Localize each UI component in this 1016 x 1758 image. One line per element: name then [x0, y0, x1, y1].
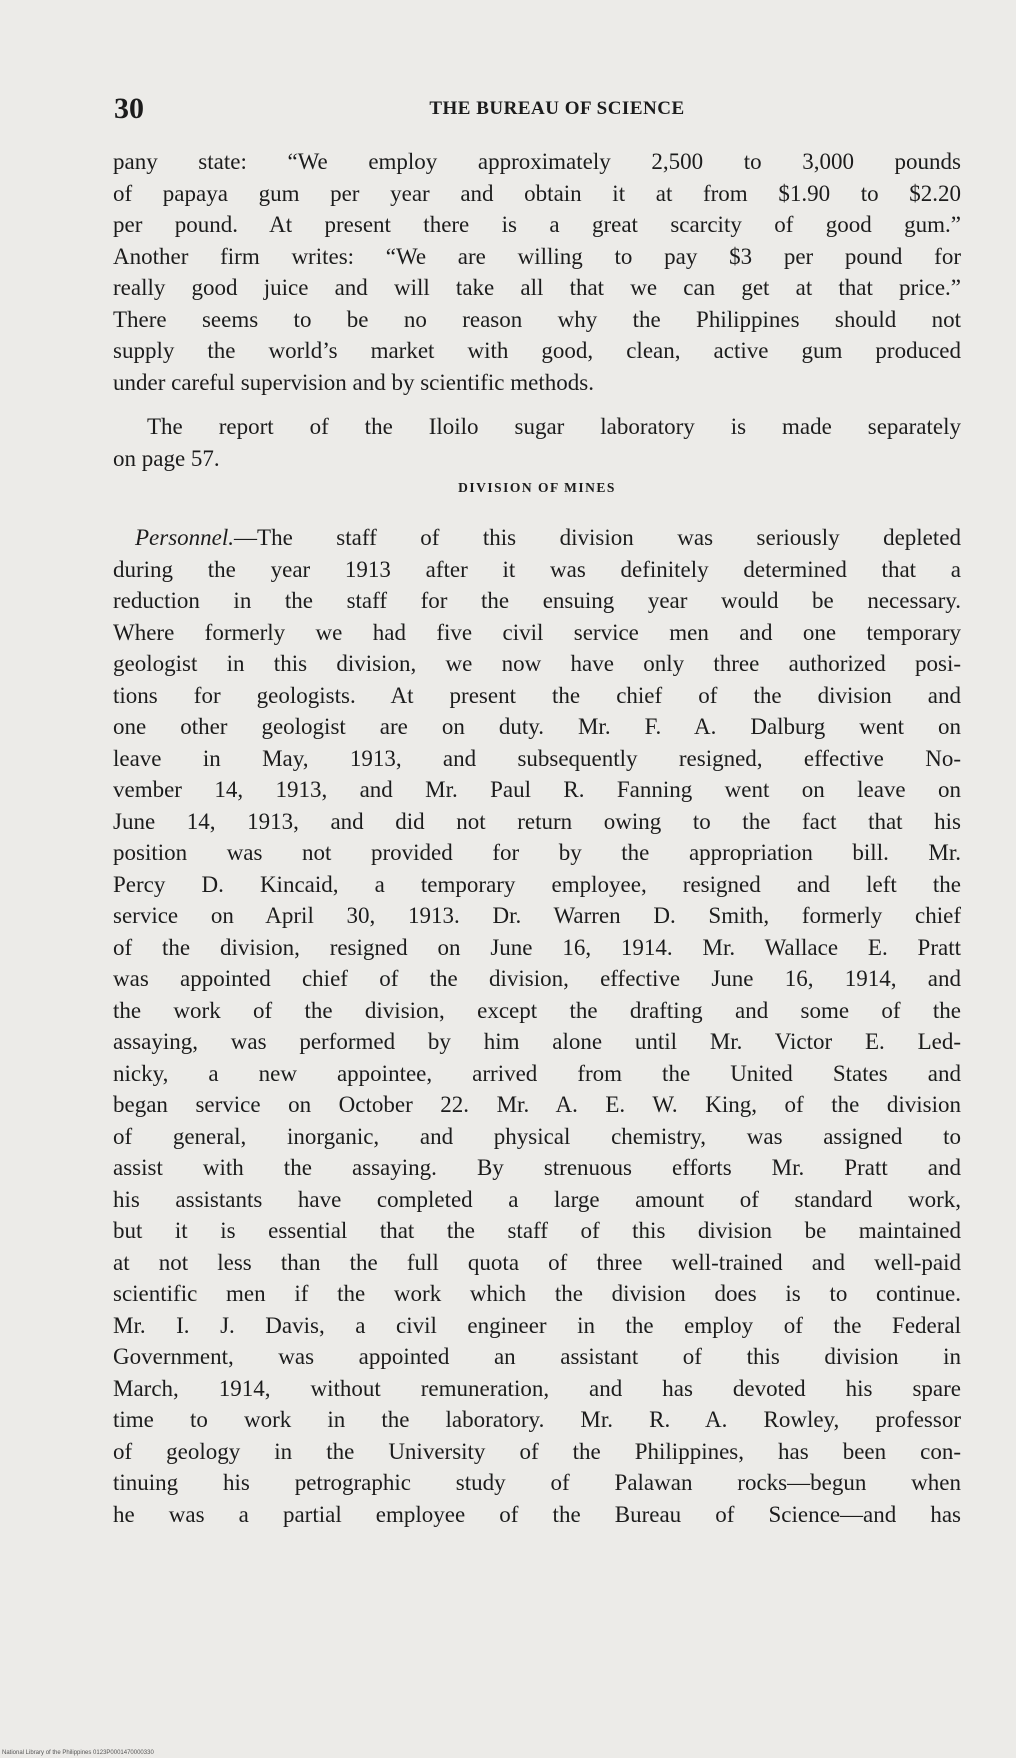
text-line: one other geologist are on duty. Mr. F. A. Dalburg went on — [113, 714, 961, 739]
text-line: under careful supervision and by scientific methods. — [113, 369, 594, 395]
page-header — [114, 92, 960, 128]
text-line: really good juice and will take all that we can get at that price.” — [113, 275, 961, 300]
text-line: of the division, resigned on June 16, 1914. Mr. Wallace E. Pratt — [113, 934, 961, 960]
text-line: service on April 30, 1913. Dr. Warren D. Smith, formerly chief — [113, 903, 961, 928]
text-line: reduction in the staff for the ensuing year would be necessary. — [113, 588, 961, 613]
text-line — [113, 522, 961, 554]
text-line: The report of the Iloilo sugar laboratory is made separately — [147, 414, 961, 439]
personnel-lead: Personnel. — [135, 525, 235, 550]
text-line: time to work in the laboratory. Mr. R. A. Rowley, professor — [113, 1407, 961, 1432]
text-line: the work of the division, except the drafting and some of the — [113, 997, 961, 1023]
text-line: Percy D. Kincaid, a temporary employee, resigned and left the — [113, 871, 961, 897]
text-line: Government, was appointed an assistant of this division in — [113, 1344, 961, 1369]
running-title: THE BUREAU OF SCIENCE — [429, 98, 685, 119]
text-line: Mr. I. J. Davis, a civil engineer in the employ of the Federal — [113, 1312, 961, 1338]
text-line: nicky, a new appointee, arrived from the United States and — [113, 1060, 961, 1086]
text-line: pany state: “We employ approximately 2,500 to 3,000 pounds — [113, 149, 961, 174]
text-line: his assistants have completed a large amount of standard work, — [113, 1186, 961, 1212]
text-line: at not less than the full quota of three well-trained and well-paid — [113, 1249, 961, 1275]
text-line: Another firm writes: “We are willing to pay $3 per pound for — [113, 243, 961, 269]
text-line: tinuing his petrographic study of Palawan rocks—begun when — [113, 1470, 961, 1495]
paragraph-iloilo-report — [113, 411, 961, 474]
text-line: position was not provided for by the appropriation bill. Mr. — [113, 840, 961, 865]
text-line: per pound. At present there is a great scarcity of good gum.” — [113, 212, 961, 237]
page-number: 30 — [114, 92, 144, 125]
text-line: began service on October 22. Mr. A. E. W. King, of the division — [113, 1092, 961, 1117]
text-line: on page 57. — [113, 445, 220, 471]
text-line: assaying, was performed by him alone until Mr. Victor E. Led- — [113, 1029, 961, 1054]
text-line: tions for geologists. At present the chief of the division and — [113, 682, 961, 708]
scan-footer: National Library of the Philippines 0123P0001470000330 — [2, 1750, 154, 1756]
paragraph-personnel — [113, 522, 961, 1530]
text-line: during the year 1913 after it was definitely determined that a — [113, 556, 961, 582]
text-line: of general, inorganic, and physical chemistry, was assigned to — [113, 1123, 961, 1149]
text-line: assist with the assaying. By strenuous efforts Mr. Pratt and — [113, 1155, 961, 1180]
section-heading: DIVISION OF MINES — [458, 480, 616, 495]
text-line: March, 1914, without remuneration, and has devoted his spare — [113, 1375, 961, 1401]
personnel-first-line: —The staff of this division was seriously depleted — [234, 525, 961, 550]
text-line: was appointed chief of the division, effective June 16, 1914, and — [113, 966, 961, 991]
text-line: vember 14, 1913, and Mr. Paul R. Fanning went on leave on — [113, 777, 961, 802]
text-line: scientific men if the work which the division does is to continue. — [113, 1281, 961, 1306]
text-line: leave in May, 1913, and subsequently resigned, effective No- — [113, 745, 961, 771]
text-line: but it is essential that the staff of this division be maintained — [113, 1218, 961, 1243]
text-line: June 14, 1913, and did not return owing to the fact that his — [113, 808, 961, 834]
paragraph-papaya-gum — [113, 146, 961, 398]
text-line: Where formerly we had five civil service men and one temporary — [113, 619, 961, 645]
text-line: There seems to be no reason why the Philippines should not — [113, 306, 961, 332]
text-line: he was a partial employee of the Bureau of Science—and has — [113, 1501, 961, 1527]
text-line: geologist in this division, we now have only three authorized posi- — [113, 651, 961, 676]
text-line: of papaya gum per year and obtain it at from $1.90 to $2.20 — [113, 180, 961, 206]
text-line: of geology in the University of the Philippines, has been con- — [113, 1438, 961, 1464]
text-line: supply the world’s market with good, clean, active gum produced — [113, 338, 961, 363]
